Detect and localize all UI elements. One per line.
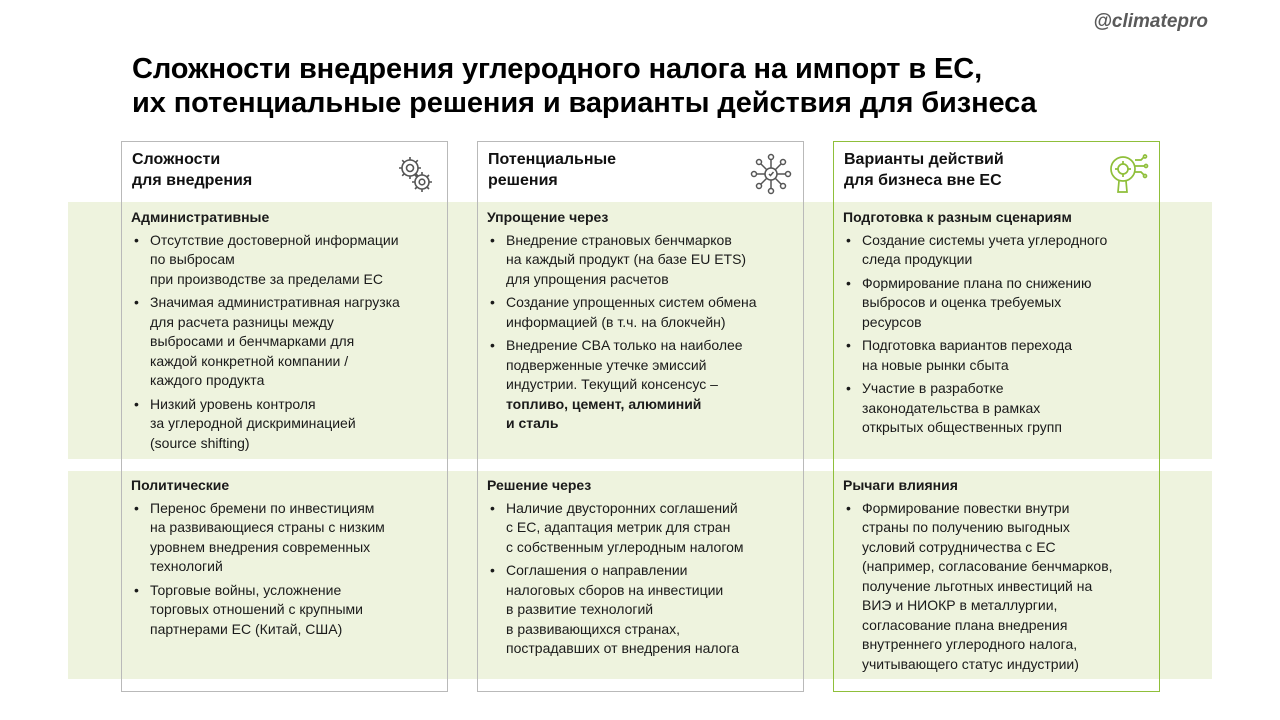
bullet-line: с ЕС, адаптация метрик для стран	[506, 519, 731, 535]
column-header-line: для внедрения	[132, 172, 253, 189]
bullet-line: страны по получению выгодных	[862, 519, 1070, 535]
bullet-line: Наличие двусторонних соглашений	[506, 499, 738, 516]
bullet-line-emphasis: топливо, цемент, алюминий	[506, 395, 702, 412]
bullet-line: получение льготных инвестиций на	[862, 577, 1093, 594]
bullet-line: налоговых сборов на инвестиции	[506, 581, 724, 598]
bullet-item	[487, 561, 797, 659]
section-administrative	[131, 208, 441, 457]
gears-icon	[393, 152, 437, 196]
bullet-line: на каждый продукт (на базе EU ETS)	[506, 251, 747, 267]
bullet-icon: •	[846, 337, 851, 353]
bullet-icon: •	[490, 294, 495, 310]
bullet-item	[843, 274, 1153, 333]
section-scenario-prep	[843, 208, 1153, 442]
column-header	[844, 149, 1004, 191]
bullet-line: Низкий уровень контроля	[150, 395, 316, 412]
bullet-line: Формирование плана по снижению	[862, 274, 1092, 291]
bullet-line: информацией (в т.ч. на блокчейн)	[506, 313, 726, 330]
section-resolution	[487, 476, 797, 663]
bullet-line: за углеродной дискриминацией	[150, 415, 356, 431]
section-title: Рычаги влияния	[843, 477, 958, 493]
bullet-line: подверженные утечке эмиссий	[506, 356, 707, 373]
bullet-icon: •	[846, 231, 851, 248]
column-header-line: решения	[488, 172, 558, 189]
bullet-line: внутреннего углеродного налога,	[862, 636, 1078, 652]
bullet-icon: •	[134, 395, 139, 412]
bullet-icon: •	[846, 274, 851, 291]
bullet-line: Внедрение страновых бенчмарков	[506, 231, 732, 248]
bullet-line: (например, согласование бенчмарков,	[862, 558, 1113, 574]
bullet-line: технологий	[150, 558, 223, 574]
bullet-item	[487, 231, 797, 290]
bullet-line: Внедрение CBA только на наиболее	[506, 337, 743, 353]
column-header	[488, 149, 616, 191]
bullet-item	[131, 581, 441, 640]
section-simplification	[487, 208, 797, 438]
bullet-line: в развитие технологий	[506, 601, 654, 617]
section-title: Упрощение через	[487, 209, 609, 225]
bullet-line: Значимая административная нагрузка	[150, 294, 400, 310]
bullet-line: Создание системы учета углеродного	[862, 231, 1108, 248]
bullet-line: индустрии. Текущий консенсус –	[506, 376, 718, 392]
bullet-line: при производстве за пределами ЕС	[150, 270, 383, 287]
bullet-line: с собственным углеродным налогом	[506, 538, 744, 555]
bullet-icon: •	[134, 294, 139, 310]
column-business-actions	[833, 141, 1160, 692]
bullet-item	[843, 379, 1153, 438]
bullet-item	[131, 395, 441, 454]
bullet-line: партнерами ЕС (Китай, США)	[150, 620, 343, 637]
section-leverage	[843, 476, 1153, 678]
bullet-line: каждого продукта	[150, 372, 265, 388]
section-political	[131, 476, 441, 643]
title-line: Сложности внедрения углеродного налога на импорт в ЕС,	[132, 53, 983, 85]
bullet-line: согласование плана внедрения	[862, 616, 1068, 633]
bullet-icon: •	[490, 562, 495, 578]
bullet-line: уровнем внедрения современных	[150, 538, 371, 555]
bullet-item	[131, 231, 441, 290]
bullet-line: учитывающего статус индустрии)	[862, 655, 1079, 672]
page-title	[132, 52, 1212, 120]
bullet-line: Торговые войны, усложнение	[150, 581, 342, 598]
bullet-icon: •	[134, 231, 139, 248]
bullet-icon: •	[134, 581, 139, 598]
bullet-line: открытых общественных групп	[862, 419, 1062, 435]
bullet-line: Подготовка вариантов перехода	[862, 337, 1073, 353]
bullet-line: следа продукции	[862, 251, 973, 267]
bullet-line: на новые рынки сбыта	[862, 356, 1009, 373]
author-handle: @climatepro	[1093, 11, 1208, 32]
bullet-line: на развивающиеся страны с низким	[150, 519, 385, 535]
bullet-item	[487, 293, 797, 332]
bullet-line: пострадавших от внедрения налога	[506, 640, 740, 656]
bullet-icon: •	[490, 231, 495, 248]
bullet-line: (source shifting)	[150, 434, 250, 451]
section-title: Подготовка к разным сценариям	[843, 209, 1072, 225]
bullet-icon: •	[490, 499, 495, 516]
bullet-icon: •	[846, 499, 851, 516]
column-header-line: Потенциальные	[488, 151, 617, 168]
bullet-item	[487, 336, 797, 434]
section-title: Административные	[131, 209, 270, 225]
bullet-line: каждой конкретной компании /	[150, 352, 349, 369]
bullet-line: в развивающихся странах,	[506, 620, 681, 637]
bullet-line: условий сотрудничества с ЕС	[862, 538, 1056, 555]
bullet-line: для расчета разницы между	[150, 313, 334, 330]
bullet-line: Перенос бремени по инвестициям	[150, 499, 375, 516]
bullet-line: по выбросам	[150, 251, 235, 267]
column-header-line: Сложности	[132, 151, 221, 168]
bullet-line: Соглашения о направлении	[506, 562, 688, 578]
bullet-line: для упрощения расчетов	[506, 270, 669, 287]
column-header	[132, 149, 252, 191]
magnifier-gear-icon	[1105, 152, 1149, 196]
bullet-item	[487, 499, 797, 558]
bullet-item	[131, 499, 441, 577]
bullet-line: выбросами и бенчмарками для	[150, 333, 355, 349]
bullet-line: выбросов и оценка требуемых	[862, 294, 1062, 310]
bullet-item	[843, 231, 1153, 270]
bullet-line: Отсутствие достоверной информации	[150, 231, 399, 248]
bullet-line: ВИЭ и НИОКР в металлургии,	[862, 597, 1058, 613]
bullet-line: Формирование повестки внутри	[862, 499, 1070, 516]
bullet-line: ресурсов	[862, 313, 922, 330]
bullet-line: Участие в разработке	[862, 380, 1004, 396]
title-line: их потенциальные решения и варианты действия для бизнеса	[132, 87, 1037, 119]
bullet-icon: •	[490, 337, 495, 353]
column-header-line: Варианты действий	[844, 151, 1004, 168]
bullet-item	[843, 336, 1153, 375]
bullet-line: законодательства в рамках	[862, 399, 1041, 416]
column-header-line: для бизнеса вне ЕС	[844, 172, 1002, 189]
section-title: Политические	[131, 477, 230, 493]
column-solutions	[477, 141, 804, 692]
bullet-item	[131, 293, 441, 391]
bullet-icon: •	[846, 380, 851, 396]
bullet-line: Создание упрощенных систем обмена	[506, 294, 757, 310]
column-challenges	[121, 141, 448, 692]
bullet-line-emphasis: и сталь	[506, 415, 559, 431]
bullet-item	[843, 499, 1153, 675]
bullet-line: торговых отношений с крупными	[150, 601, 363, 617]
network-icon	[749, 152, 793, 196]
section-title: Решение через	[487, 477, 592, 493]
bullet-icon: •	[134, 499, 139, 516]
